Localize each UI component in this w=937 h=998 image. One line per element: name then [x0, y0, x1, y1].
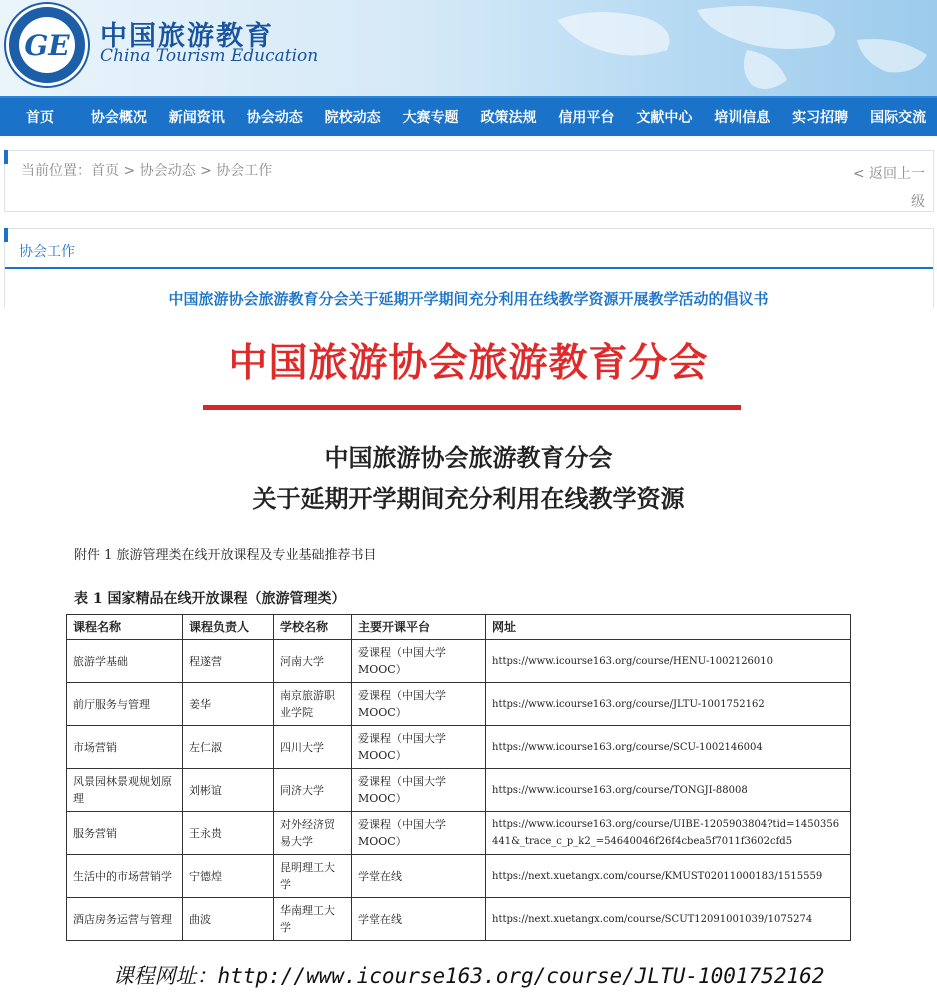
cell-school: 昆明理工大学 [274, 855, 352, 898]
logo[interactable] [6, 4, 88, 86]
cell-course-name: 市场营销 [67, 726, 183, 769]
cell-school: 华南理工大学 [274, 898, 352, 941]
table-row [67, 855, 851, 898]
cell-instructor: 程遂营 [183, 640, 274, 683]
nav-item-jobs[interactable]: 实习招聘 [792, 110, 849, 126]
cell-instructor: 曲波 [183, 898, 274, 941]
cell-course-name: 酒店房务运营与管理 [67, 898, 183, 941]
table-row [67, 898, 851, 941]
panel-marker [4, 150, 8, 164]
brand-name-en: China Tourism Education [100, 46, 319, 66]
table-row [67, 640, 851, 683]
nav-item-policy[interactable]: 政策法规 [480, 110, 537, 126]
nav-item-literature[interactable]: 文献中心 [636, 110, 693, 126]
cell-platform: 爱课程（中国大学MOOC） [352, 640, 486, 683]
main-nav [0, 96, 937, 136]
cell-url: https://next.xuetangx.com/course/SCUT12091001039/1075274 [486, 898, 851, 941]
table-row [67, 812, 851, 855]
cell-platform: 爱课程（中国大学MOOC） [352, 726, 486, 769]
cell-platform: 爱课程（中国大学MOOC） [352, 812, 486, 855]
breadcrumb-panel [4, 150, 934, 212]
cell-school: 南京旅游职业学院 [274, 683, 352, 726]
cell-school: 河南大学 [274, 640, 352, 683]
header-platform: 主要开课平台 [352, 615, 486, 640]
header-course-name: 课程名称 [67, 615, 183, 640]
cell-url: https://www.icourse163.org/course/HENU-1002126010 [486, 640, 851, 683]
world-map-graphic [517, 0, 937, 96]
back-link[interactable]: < 返回上一级 [852, 166, 925, 210]
header-url: 网址 [486, 615, 851, 640]
cell-course-name: 前厅服务与管理 [67, 683, 183, 726]
cell-instructor: 刘彬谊 [183, 769, 274, 812]
nav-item-training[interactable]: 培训信息 [714, 110, 771, 126]
cell-instructor: 左仁淑 [183, 726, 274, 769]
cell-course-name: 旅游学基础 [67, 640, 183, 683]
table-row [67, 683, 851, 726]
section-title: 协会工作 [19, 244, 75, 260]
cell-platform: 学堂在线 [352, 855, 486, 898]
nav-item-news[interactable]: 新闻资讯 [168, 110, 225, 126]
panel-marker [4, 228, 8, 242]
article-title: 中国旅游协会旅游教育分会关于延期开学期间充分利用在线教学资源开展教学活动的倡议书 [168, 290, 769, 308]
breadcrumb[interactable]: 当前位置：首页 > 协会动态 > 协会工作 [21, 163, 273, 179]
nav-item-credit[interactable]: 信用平台 [558, 110, 615, 126]
attachment-label: 附件 1 旅游管理类在线开放课程及专业基础推荐书目 [74, 548, 377, 563]
cell-instructor: 宁德煌 [183, 855, 274, 898]
nav-item-overview[interactable]: 协会概况 [90, 110, 147, 126]
courses-table [66, 614, 851, 941]
document-title-line1: 中国旅游协会旅游教育分会 [324, 444, 613, 472]
nav-item-home[interactable]: 首页 [25, 110, 54, 126]
cell-platform: 爱课程（中国大学MOOC） [352, 769, 486, 812]
cell-course-name: 生活中的市场营销学 [67, 855, 183, 898]
handwritten-note: 课程网址：http://www.icourse163.org/course/JLTU-1001752162 [112, 964, 825, 988]
nav-item-contest[interactable]: 大赛专题 [402, 110, 459, 126]
header-banner [0, 0, 937, 96]
cell-url: https://www.icourse163.org/course/TONGJI-88008 [486, 769, 851, 812]
header-instructor: 课程负责人 [183, 615, 274, 640]
header-school: 学校名称 [274, 615, 352, 640]
logo-text: GE [24, 29, 70, 62]
brand-name-cn: 中国旅游教育 [100, 21, 274, 52]
cell-url: https://next.xuetangx.com/course/KMUST02011000183/1515559 [486, 855, 851, 898]
document-title-line2: 关于延期开学期间充分利用在线教学资源 [252, 485, 685, 513]
red-rule [203, 405, 741, 410]
document-red-header: 中国旅游协会旅游教育分会 [228, 341, 709, 386]
cell-course-name: 服务营销 [67, 812, 183, 855]
nav-item-assoc-news[interactable]: 协会动态 [246, 110, 303, 126]
cell-school: 对外经济贸易大学 [274, 812, 352, 855]
cell-url: https://www.icourse163.org/course/SCU-1002146004 [486, 726, 851, 769]
cell-school: 四川大学 [274, 726, 352, 769]
cell-course-name: 风景园林景观规划原理 [67, 769, 183, 812]
section-divider [5, 267, 933, 269]
table-row [67, 726, 851, 769]
cell-school: 同济大学 [274, 769, 352, 812]
table-row [67, 769, 851, 812]
cell-platform: 爱课程（中国大学MOOC） [352, 683, 486, 726]
cell-platform: 学堂在线 [352, 898, 486, 941]
table-title: 表 1 国家精品在线开放课程（旅游管理类） [74, 591, 346, 607]
cell-url: https://www.icourse163.org/course/UIBE-1205903804?tid=1450356441&_trace_c_p_k2_=54640046f26f4cbea5f7011f3602cfd5 [486, 812, 851, 855]
cell-instructor: 王永贵 [183, 812, 274, 855]
nav-item-international[interactable]: 国际交流 [870, 110, 927, 126]
table-header-row [67, 615, 851, 640]
nav-item-school-news[interactable]: 院校动态 [324, 110, 381, 126]
cell-url: https://www.icourse163.org/course/JLTU-1001752162 [486, 683, 851, 726]
cell-instructor: 姜华 [183, 683, 274, 726]
